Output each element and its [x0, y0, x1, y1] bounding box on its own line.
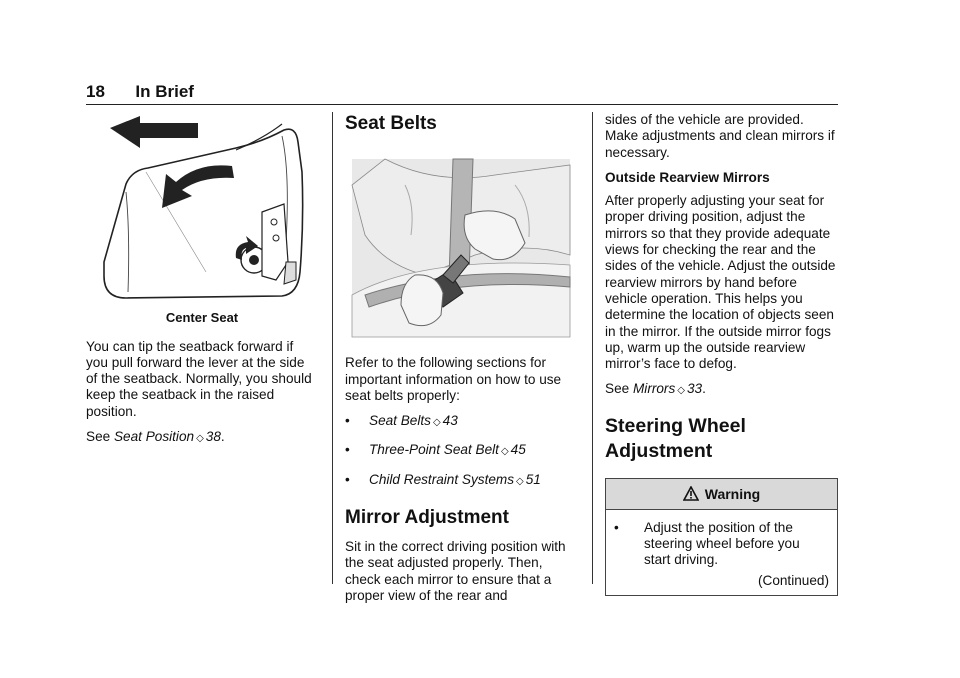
warning-body [606, 510, 837, 595]
warning-header [606, 479, 837, 510]
center-seat-illustration [86, 112, 318, 300]
warning-bullet: • Adjust the position of the steering wheel before you start driving. [614, 519, 800, 568]
continued-label: (Continued) [757, 572, 829, 588]
bullet-item: • Three-Point Seat Belt ◇ 45 [345, 442, 526, 458]
column-1 [86, 112, 318, 456]
page-number: 18 [86, 82, 105, 101]
mirror-paragraph-continued: sides of the vehicle are provided. Make adjustments and clean mirrors if necessary. [605, 112, 835, 160]
warning-title: Warning [704, 485, 761, 502]
cross-reference-link[interactable]: Three-Point Seat Belt ◇ 45 [369, 442, 526, 458]
cross-reference-link[interactable]: Seat Belts ◇ 43 [369, 413, 458, 429]
cross-reference-link[interactable]: Child Restraint Systems ◇ 51 [369, 471, 541, 487]
column-2 [345, 112, 577, 613]
page-ref-icon: ◇ [196, 433, 204, 445]
mirror-paragraph: Sit in the correct driving position with the seat adjusted properly. Then, check each mirror to ensure that a proper view of the rear and [345, 539, 566, 603]
bullet-item: • Seat Belts ◇ 43 [345, 413, 458, 429]
bullet-item: • Child Restraint Systems ◇ 51 [345, 471, 541, 487]
section-title: In Brief [135, 82, 194, 101]
seat-belt-buckle-illustration [345, 145, 577, 341]
warning-triangle-icon [683, 486, 699, 501]
page-ref-icon: ◇ [432, 417, 441, 429]
outside-mirrors-paragraph: After properly adjusting your seat for proper driving position, adjust the mirrors so that they provide adequate views for checking the rear and the sides of the vehicle. Adjust the outside rearview mirrors by hand before vehicle operation. This helps you determine the location of objects seen in the mirror. If the outside mirror fogs up, warm up the outside rearview mirror’s face to defog. [605, 193, 836, 372]
seatback-paragraph: You can tip the seatback forward if you pull forward the lever at the side of the seatback. Normally, you should keep the seatback in the raised position. [86, 338, 312, 419]
page-ref-icon: ◇ [500, 446, 509, 458]
outside-mirrors-subheading: Outside Rearview Mirrors [605, 169, 770, 185]
column-3 [605, 112, 838, 596]
column-divider-2 [592, 112, 593, 584]
seat-belts-heading: Seat Belts [345, 113, 437, 134]
figure-caption: Center Seat [165, 310, 239, 326]
mirror-adjustment-heading: Mirror Adjustment [345, 507, 509, 529]
page-header [86, 82, 838, 102]
see-reference: See Mirrors ◇ 33. [605, 381, 706, 397]
see-reference: See Seat Position ◇ 38. [86, 429, 225, 445]
page-ref-icon: ◇ [516, 475, 524, 487]
page-ref-icon: ◇ [677, 385, 685, 397]
column-divider-1 [332, 112, 333, 584]
cross-reference-link[interactable]: Mirrors ◇ 33 [632, 381, 703, 397]
steering-wheel-heading: Steering Wheel Adjustment [605, 414, 746, 462]
warning-box [605, 478, 838, 596]
header-rule [86, 104, 838, 105]
seat-belts-intro: Refer to the following sections for important information on how to use seat belts properly: [345, 355, 562, 403]
cross-reference-link[interactable]: Seat Position ◇ 38 [113, 429, 221, 445]
